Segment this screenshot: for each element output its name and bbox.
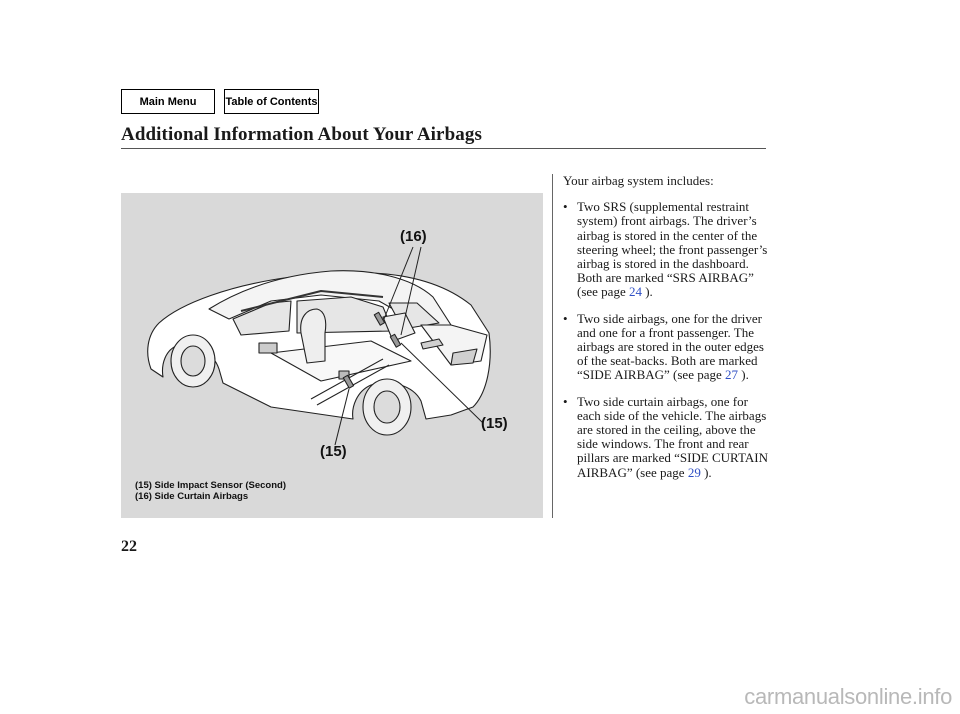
watermark: carmanualsonline.info <box>744 684 952 709</box>
link-page-29[interactable]: 29 <box>687 464 701 480</box>
table-of-contents-button[interactable]: Table of Contents <box>224 89 319 114</box>
column-divider <box>552 174 553 518</box>
link-page-24[interactable]: 24 <box>628 284 642 300</box>
title-underline <box>121 148 766 149</box>
main-menu-button[interactable]: Main Menu <box>121 89 215 114</box>
bullet-front-airbags: • Two SRS (supplemental restraint system) front airbags. The driver’s airbag is stored in the center of the steering wheel; the front passenger’s airbag is stored in the dashboard. Both are marked “SRS AIRBAG” (see page 24 ). <box>563 199 768 300</box>
bullet-dot: • <box>563 393 568 409</box>
caption-side-curtain-airbags: (16) Side Curtain Airbags <box>135 491 249 502</box>
body-text <box>563 174 773 480</box>
sensor-unit <box>259 343 277 353</box>
link-page-27[interactable]: 27 <box>725 367 739 383</box>
bullet-curtain-airbags: • Two side curtain airbags, one for each side of the vehicle. The airbags are stored in the ceiling, above the side windows. The front and rear pillars are marked “SIDE CURTAIN AIRBAG” (see page 29 ). <box>563 393 768 480</box>
car-illustration <box>121 193 543 518</box>
caption-side-impact-sensor: (15) Side Impact Sensor (Second) <box>135 480 286 491</box>
figure-captions <box>135 480 286 502</box>
callout-15-right: (15) <box>481 415 508 432</box>
bullet-dot: • <box>563 199 568 215</box>
bullet-side-airbags: • Two side airbags, one for the driver and one for a front passenger. The airbags are stored in the outer edges of the seat-backs. Both are marked “SIDE AIRBAG” (see page 27 ). <box>563 310 764 383</box>
callout-15-left: (15) <box>320 443 347 460</box>
airbag-figure <box>121 193 543 518</box>
page-number: 22 <box>121 538 137 555</box>
bullet-dot: • <box>563 310 568 326</box>
callout-16: (16) <box>400 228 427 245</box>
page-title: Additional Information About Your Airbags <box>121 124 482 145</box>
intro-text: Your airbag system includes: <box>563 173 714 188</box>
